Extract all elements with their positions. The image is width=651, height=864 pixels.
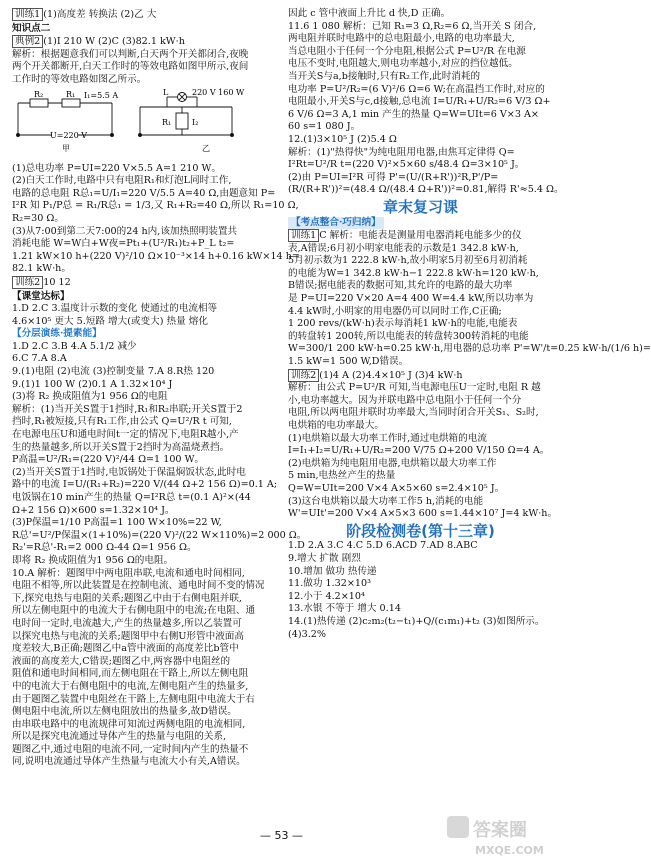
line-text: 9.(1)电阻 (2)电流 (3)控制变量 7.A 8.R热 120 [12, 366, 215, 378]
text-line [288, 382, 553, 395]
line-text: 电路的总电阻 R总₁=U/I₁=220 V/5.5 A=40 Ω,由题意知 P= [12, 187, 276, 199]
text-line [12, 35, 277, 49]
svg-text:MXQE.COM: MXQE.COM [475, 844, 544, 857]
watermark-logo [445, 812, 555, 860]
line-text: 液面的高度差大,C错误;题图乙中,两容器中电阻丝的 [12, 655, 231, 667]
line-text: (1)4 A (2)4.4×10⁵ J (3)4 kW·h [319, 369, 463, 381]
text-line [12, 175, 277, 188]
text-line [288, 134, 553, 147]
line-text: 小,电功率越大。因为并联电路中总电阻小于任何一个分 [288, 394, 522, 406]
text-line [12, 23, 277, 36]
text-line [12, 555, 277, 568]
text-line [288, 293, 553, 306]
text-line [288, 566, 553, 579]
line-text: 度差较大,B正确;题图乙中a管中液面的高度差比b管中 [12, 643, 239, 655]
right-column [288, 8, 651, 641]
lamp-label: L [163, 87, 169, 97]
text-line [12, 631, 277, 644]
text-line [12, 188, 277, 201]
line-text: I²R 知 P₁/P总 = R₁/R总₁ = 1/3,又 R₁+R₂=40 Ω,所以 R₁=10 Ω, [12, 200, 299, 212]
line-text: 即将 R₂ 换成阻值为1 956 Ω的电阻。 [12, 554, 174, 566]
line-text: I²Rt=U²/R t=(220 V)²×5×60 s/48.4 Ω=3×10⁵ J。 [288, 159, 525, 171]
line-text: 5 min,电热丝产生的热量 [288, 470, 396, 482]
text-line [288, 331, 553, 344]
line-text: 当开关S与a,b接触时,只有R₂工作,此时消耗的 [288, 70, 481, 82]
line-text: 1.D 2.C 3.温度计示数的变化 使通过的电流相等 [12, 303, 218, 315]
line-text: 的转盘转1 200转,所以电能表的转盘转300转消耗的电能 [288, 330, 529, 342]
line-text: 由于题图乙装置中电阻丝在干路上,左侧电阻中电流大于右 [12, 693, 255, 705]
test-title: 阶段检测卷(第十三章) [346, 521, 495, 540]
exercise-tag: 训练2 [288, 369, 319, 382]
line-text: (1)I 210 W (2)C (3)82.1 kW·h [43, 36, 185, 48]
chapter-review-title: 章末复习课 [382, 197, 458, 216]
line-text: 1.D 2.A 3.C 4.C 5.D 6.ACD 7.AD 8.ABC [288, 540, 478, 552]
line-text: 中的电流大于右侧电阻中的电流,左侧电阻产生的热量多, [12, 680, 249, 692]
line-text: (3)P保温=1/10 P高温=1 100 W×10%=22 W, [12, 517, 222, 529]
line-text: 表,A错误;6月初小明家电能表的示数是1 342.8 kW·h, [288, 242, 519, 254]
line-text: 阻值和通电时间相同,而左侧电阻在干路上,所以左侧电阻 [12, 668, 249, 680]
line-text: 的电能为W=1 342.8 kW·h−1 222.8 kW·h=120 kW·h, [288, 267, 539, 279]
svg-text:答案圈: 答案圈 [473, 820, 527, 841]
line-text: 10.增加 做功 热传递 [288, 565, 377, 577]
text-line [12, 580, 277, 593]
text-line [288, 433, 553, 446]
line-text: 消耗电能 W=W白+W夜=Pt₁+(U²/R₁)t₂+P_L t₂= [12, 238, 235, 250]
text-line [12, 163, 277, 176]
line-text: C 解析：电能表是测量用电器消耗电能多少的仪 [319, 230, 522, 242]
line-text: 两个开关都断开,白天工作时的等效电路如图甲所示,夜间 [12, 61, 249, 73]
line-text: (1)高度差 转换法 (2)乙 大 [43, 9, 157, 20]
line-text: 4.4 kW时,小明家的用电器仍可以同时工作,C正确; [288, 305, 502, 317]
text-line [288, 172, 553, 185]
line-text: 1.D 2.C 3.B 4.A 5.1/2 减少 [12, 340, 137, 352]
text-line [288, 458, 553, 471]
text-line [12, 454, 277, 467]
text-line [288, 268, 553, 281]
lamp-rating-label: 220 V 160 W [192, 87, 245, 97]
line-text: 电阻不相等,所以此装置是在控制电流、通电时间不变的情况 [12, 580, 265, 592]
line-text: R₂=30 Ω。 [12, 212, 64, 224]
text-line [12, 341, 277, 354]
line-text: (1)电烘箱以最大功率工作时,通过电烘箱的电流 [288, 432, 487, 444]
line-text: R₂'=R总'-R₁=2 000 Ω-44 Ω=1 956 Ω。 [12, 542, 197, 554]
text-line [288, 578, 553, 591]
line-text: (1)总电功率 P=UI=220 V×5.5 A=1 210 W。 [12, 162, 221, 174]
review-section-header: 【考点整合·巧归纳】 [288, 217, 384, 230]
text-line [12, 605, 277, 618]
line-text: 6.C 7.A 8.A [12, 353, 67, 365]
text-line [288, 229, 553, 243]
r2-label: R₂ [34, 89, 44, 99]
line-text: 同,说明电流通过导体产生热量与电流大小有关,A错误。 [12, 756, 246, 768]
line-text: 工作时的等效电路如图乙所示。 [12, 73, 147, 85]
text-line [288, 159, 553, 172]
text-line [288, 629, 553, 642]
voltage-label: U=220 V [50, 130, 88, 140]
text-line [12, 429, 277, 442]
circuit-diagrams [12, 89, 262, 161]
text-line [288, 84, 553, 97]
text-line [288, 603, 553, 616]
text-line [288, 540, 553, 553]
line-text: 以探究电热与电流的关系;题图甲中右侧U形管中液面高 [12, 630, 244, 642]
text-line [288, 33, 553, 46]
text-line [288, 58, 553, 71]
line-text: I=I₁+I₂=U/R₁+U/R₂=200 V/75 Ω+200 V/150 Ω=4 A。 [288, 445, 550, 457]
line-text: 电饭锅在10 min产生的热量 Q=I²R总 t=(0.1 A)²×(44 [12, 492, 251, 503]
line-text: 解析：(1)当开关S置于1挡时,R₁和R₂串联;开关S置于2 [12, 403, 243, 415]
text-line [12, 416, 277, 429]
line-text: 两电阻并联时电路中的总电阻最小,电路的电功率最大, [288, 33, 515, 45]
text-line [12, 276, 277, 290]
line-text: (2)白天工作时,电路中只有电阻R₁和灯泡L同时工作, [12, 175, 232, 187]
exercise-tag: 训练2 [12, 276, 43, 289]
line-text: 11.做功 1.32×10³ [288, 578, 371, 590]
line-text: (2)电烘箱为纯电阻用电器,电烘箱以最大功率工作 [288, 457, 497, 469]
line-text: (2)由 P=UI=I²R 可得 P'=(U/(R+R'))²R,P'/P= [288, 171, 499, 183]
line-text: Ω+2 156 Ω)×600 s=1.32×10⁴ J。 [12, 504, 175, 516]
text-line [12, 391, 277, 404]
line-text: 12.(1)3×10⁵ J (2)5.4 Ω [288, 133, 397, 145]
text-line [288, 318, 553, 331]
line-text: 是 P=UI=220 V×20 A=4 400 W=4.4 kW,所以功率为 [288, 293, 534, 305]
line-text: 路中的电流 I=U/(R₁+R₂)=220 V/(44 Ω+2 156 Ω)=0.1 A; [12, 479, 278, 491]
line-text: 由串联电路中的电流规律可知流过两侧电阻的电流相同, [12, 718, 246, 730]
line-text: 9.增大 扩散 剧烈 [288, 552, 361, 564]
line-text: 当总电阻小于任何一个分电阻,根据公式 P=U²/R 在电源 [288, 45, 526, 57]
line-text: (3)这台电烘箱以最大功率工作5 h,消耗的电能 [288, 495, 484, 507]
text-line [12, 756, 277, 769]
line-text: 题图乙中,通过电阻的电流不同,一定时间内产生的热量不 [12, 743, 249, 755]
line-text: 电功率 P=U²/R₂=(6 V)²/6 Ω=6 W;在高温挡工作时,对应的 [288, 83, 545, 95]
text-line [12, 593, 277, 606]
text-line [288, 420, 553, 433]
line-text: 电阻最小,开关S与c,d接触,总电流 I=U/R₁+U/R₂=6 V/3 Ω+ [288, 96, 551, 108]
line-text: (R/(R+R'))²=(48.4 Ω/(48.4 Ω+R'))²=0.81,解得 R'≈5.4 Ω。 [288, 184, 564, 196]
text-line [288, 21, 553, 34]
text-line [288, 445, 553, 458]
line-text: 在电源电压U和通电时间t一定的情况下,电阻R越小,产 [12, 429, 239, 441]
line-text: (4)3.2% [288, 628, 326, 640]
text-line [288, 553, 553, 566]
text-line [12, 467, 277, 480]
text-line [12, 250, 300, 264]
line-text: 电烘箱的电功率最大。 [288, 420, 384, 431]
text-line [288, 109, 553, 122]
line-text: 下,探究电热与电阻的关系;题图乙中由于右侧电阻并联, [12, 592, 242, 604]
text-line [288, 496, 553, 509]
text-line [12, 643, 277, 656]
line-text: 侧电阻中电流,所以左侧电阻放出的热量多,故D错误。 [12, 706, 237, 718]
text-line [288, 71, 553, 84]
text-line [12, 668, 277, 681]
line-text: 4.6×10⁵ 更大 5.短路 增大(或变大) 热量 熔化 [12, 315, 208, 327]
text-line [288, 147, 553, 160]
line-text: (2)当开关S置于1挡时,电饭锅处于保温焖饭状态,此时电 [12, 466, 246, 478]
r1b-label: R₁ [162, 117, 172, 127]
text-line [288, 356, 553, 369]
text-line [288, 8, 553, 21]
text-line [288, 343, 651, 356]
line-text: 【分层演练·提素能】 [12, 328, 102, 340]
text-line [12, 226, 277, 239]
line-text: B错误;据电能表的数据可知,其允许的电路的最大功率 [288, 280, 513, 292]
right-review-block [288, 229, 651, 521]
line-text: (3)从7:00到第二天7:00的24 h内,该加热照明装置共 [12, 225, 238, 237]
text-line [12, 568, 277, 581]
text-line [12, 505, 277, 518]
text-line [12, 719, 277, 732]
text-line [288, 96, 553, 109]
line-text: 挡时,R₁被短接,只有R₁工作,由公式 Q=U²/R t 可知, [12, 416, 232, 428]
yi-label: 乙 [202, 143, 210, 153]
text-line [288, 46, 553, 59]
text-line [12, 61, 277, 74]
text-line [12, 49, 277, 62]
line-text: 9.(1)1 100 W (2)0.1 A 1.32×10⁴ J [12, 378, 173, 390]
line-text: (3)将 R₂ 换成阻值为1 956 Ω的电阻 [12, 391, 168, 403]
exercise-tag: 典例2 [12, 35, 43, 48]
line-text: W'=UIt'=200 V×4 A×5×3 600 s=1.44×10⁷ J=4 kW·h。 [288, 508, 558, 520]
line-text: 12.小于 4.2×10⁴ [288, 590, 365, 602]
text-line [288, 184, 564, 197]
line-text: 10 12 [43, 276, 71, 288]
line-text: 6 V/6 Ω=3 A,1 min 产生的热量 Q=W=UIt=6 V×3 A× [288, 108, 539, 120]
line-text: 14.(1)热传递 (2)c₂m₂(t₂−t₁)+Q/(c₁m₁)+t₂ (3)如图所示。 [288, 615, 545, 627]
line-text: 1.5 kW=1 500 W,D错误。 [288, 356, 409, 368]
line-text: 13.水银 不等于 增大 0.14 [288, 603, 401, 615]
line-text: 知识点二 [12, 22, 51, 34]
text-line [12, 238, 277, 251]
line-text: 所以是探究电流通过导体产生的热量与电阻的关系, [12, 731, 227, 743]
text-line [288, 255, 553, 268]
text-line [12, 303, 277, 316]
text-line [288, 121, 553, 134]
text-line [12, 366, 277, 379]
right-test-block [288, 540, 553, 641]
line-text: 所以左侧电阻中的电流大于右侧电阻中的电流;在电阻、通 [12, 605, 256, 617]
text-line [288, 508, 558, 521]
line-text: 电阻,所以两电阻并联时功率最大,当同时闭合开关S₁、S₂时, [288, 407, 539, 419]
text-line [12, 316, 277, 329]
text-line [12, 542, 277, 555]
line-text: 1 200 revs/(kW·h)表示每消耗1 kW·h的电能,电能表 [288, 318, 518, 330]
right-top-block [288, 8, 564, 197]
text-line [12, 706, 277, 719]
line-text: 解析：根据题意我们可以判断,白天两个开关都闭合,夜晚 [12, 48, 249, 60]
text-line [12, 263, 277, 276]
text-line [12, 404, 277, 417]
text-line [288, 483, 553, 496]
text-line [12, 74, 277, 87]
text-line [12, 379, 277, 392]
line-text: R总'=U²/P保温×(1+10%)=(220 V)²/(22 W×110%)=2 000 Ω。 [12, 529, 307, 541]
line-text: 1.21 kW×10 h+(220 V)²/10 Ω×10⁻³×14 h+0.16 kW×14 h= [12, 250, 300, 262]
text-line [288, 616, 553, 629]
current-label: I₁=5.5 A [84, 90, 119, 100]
line-text: 60 s=1 080 J。 [288, 121, 361, 133]
text-line [12, 353, 277, 366]
text-line [288, 470, 553, 483]
text-line [288, 369, 553, 383]
circuit-yi [139, 92, 234, 136]
line-text: 因此 c 管中液面上升比 d 快,D 正确。 [288, 8, 451, 19]
page-number: — 53 — [260, 829, 303, 842]
line-text: 解析：由公式 P=U²/R 可知,当电源电压U一定时,电阻 R 越 [288, 382, 541, 394]
text-line [12, 681, 277, 694]
line-text: 电压不变时,电阻越大,则电功率越小,对应的挡位越低。 [288, 58, 518, 70]
text-line [12, 479, 277, 492]
text-line [288, 280, 553, 293]
line-text: 电时间一定时,电流越大,产生的热量越多,所以乙装置可 [12, 617, 242, 629]
text-line [12, 656, 277, 669]
line-text: 【课堂达标】 [12, 290, 70, 302]
line-text: 11.6 1 080 解析：已知 R₁=3 Ω,R₂=6 Ω,当开关 S 闭合, [288, 20, 537, 32]
line-text: Q=W=UIt=200 V×4 A×5×60 s=2.4×10⁵ J。 [288, 482, 505, 494]
text-line [12, 744, 277, 757]
text-line [12, 517, 277, 530]
line-text: P高温=U²/R₁=(220 V)²/44 Ω=1 100 W。 [12, 454, 205, 466]
line-text: 解析：(1)"热得快"为纯电阻用电器,由焦耳定律得 Q= [288, 146, 515, 158]
text-line [288, 407, 553, 420]
text-line [288, 591, 553, 604]
text-line [12, 529, 307, 543]
text-line [12, 328, 277, 341]
r1-label: R₁ [66, 89, 76, 99]
text-line [12, 731, 277, 744]
line-text: 10.A 解析：题图甲中两电阻串联,电流和通电时间相同, [12, 567, 245, 579]
text-line [12, 442, 277, 455]
exercise-tag: 训练1 [288, 229, 319, 242]
text-line [288, 306, 553, 319]
text-line [12, 492, 277, 505]
left-top-block [12, 8, 277, 87]
i2-label: I₂ [192, 117, 199, 127]
text-line [12, 618, 277, 631]
exercise-tag: 训练1 [12, 8, 43, 21]
text-line [12, 8, 277, 22]
text-line [12, 291, 277, 304]
line-text: 生的热量越多,所以开关S置于2挡时为高温烧煮挡。 [12, 441, 230, 453]
text-line [12, 200, 299, 213]
line-text: 5月初示数为1 222.8 kW·h,故小明家5月初至6月初消耗 [288, 255, 528, 267]
jia-label: 甲 [62, 143, 70, 153]
line-text: 82.1 kW·h。 [12, 263, 71, 275]
text-line [288, 243, 553, 256]
text-line [288, 395, 553, 408]
line-text: W=300/1 200 kW·h=0.25 kW·h,用电器的总功率 P'=W'/t=0.25 kW·h/(1/6 h)= [288, 343, 651, 355]
text-line [12, 213, 277, 226]
text-line [12, 694, 277, 707]
